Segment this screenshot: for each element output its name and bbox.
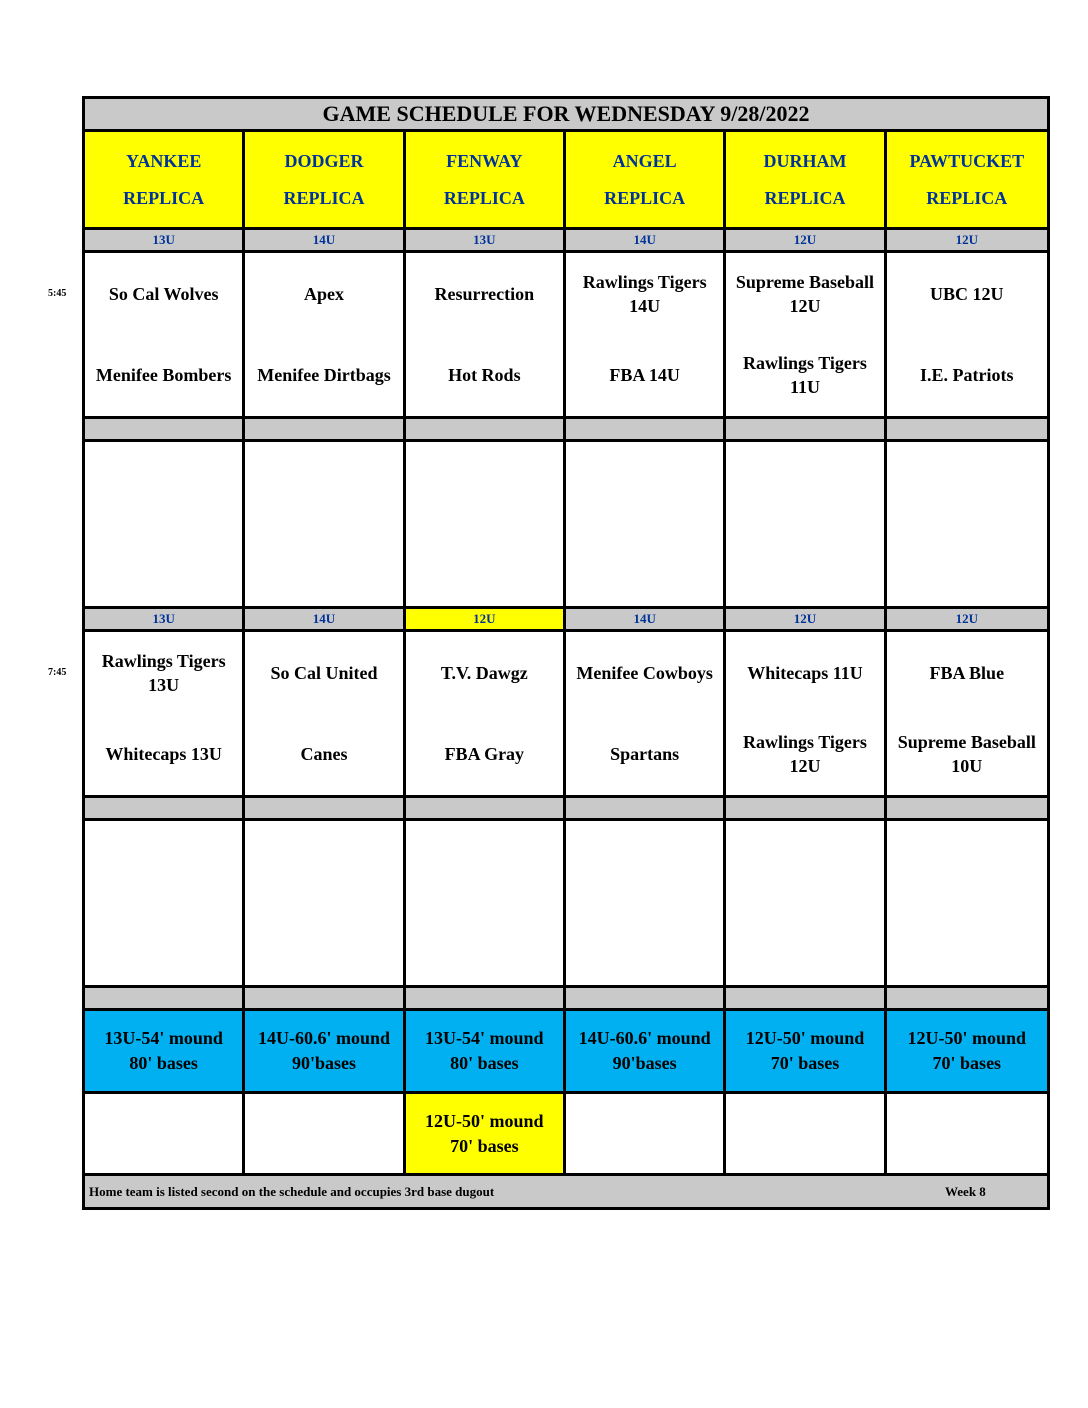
base-distance: 90'bases <box>612 1053 677 1073</box>
empty-cell <box>726 442 886 606</box>
field-sub: REPLICA <box>604 187 686 208</box>
spacer-cell <box>726 798 886 818</box>
home-team: FBA Gray <box>444 744 525 765</box>
home-team: Whitecaps 13U <box>105 744 222 765</box>
home-team: Spartans <box>610 744 680 765</box>
field-sub: REPLICA <box>764 187 846 208</box>
game-cell <box>566 253 726 416</box>
time-slot-2: 7:45 <box>48 667 67 678</box>
spacer-cell <box>566 798 726 818</box>
footer-note: Home team is listed second on the schedule and occupies 3rd base dugout <box>89 1184 495 1199</box>
away-team: Rawlings Tigers 13U <box>101 650 226 695</box>
away-team: Whitecaps 11U <box>747 662 863 683</box>
spacer-cell <box>406 798 566 818</box>
home-team: Menifee Dirtbags <box>257 365 391 386</box>
division-label: 14U <box>245 230 405 250</box>
base-distance: 90'bases <box>291 1053 356 1073</box>
empty-cell <box>887 1094 1047 1173</box>
home-team: Rawlings Tigers 11U <box>743 353 867 398</box>
spacer-row <box>85 798 1047 818</box>
field-sub: REPLICA <box>123 187 205 208</box>
empty-cell <box>85 1094 245 1173</box>
home-team: Supreme Baseball 10U <box>897 732 1036 777</box>
game-cell <box>566 632 726 795</box>
mound-distance: 14U-60.6' mound <box>578 1028 711 1048</box>
empty-cell <box>245 1094 405 1173</box>
empty-cell <box>245 442 405 606</box>
game-cell <box>245 632 405 795</box>
away-team: Menifee Cowboys <box>576 662 713 683</box>
spacer-cell <box>406 988 566 1008</box>
field-name: PAWTUCKET <box>909 150 1025 171</box>
empty-cell <box>887 442 1047 606</box>
schedule-title: GAME SCHEDULE FOR WEDNESDAY 9/28/2022 <box>85 99 1047 132</box>
games-row-1 <box>85 253 1047 416</box>
home-team: Hot Rods <box>448 365 521 386</box>
field-header <box>566 132 726 227</box>
spacer-cell <box>887 988 1047 1008</box>
home-team: Menifee Bombers <box>95 365 232 386</box>
game-cell <box>406 253 566 416</box>
spacer-cell <box>887 419 1047 439</box>
away-team: Apex <box>303 283 344 304</box>
empty-cell <box>726 821 886 985</box>
division-row-1 <box>85 230 1047 250</box>
games-row-2 <box>85 632 1047 795</box>
field-sub: REPLICA <box>283 187 365 208</box>
division-label: 12U <box>726 609 886 629</box>
division-label: 12U <box>406 609 566 629</box>
field-name: YANKEE <box>125 150 202 171</box>
empty-cell <box>245 821 405 985</box>
away-team: So Cal Wolves <box>108 283 219 304</box>
mound-cell <box>726 1011 886 1091</box>
game-cell <box>726 253 886 416</box>
empty-cell <box>85 821 245 985</box>
field-name: DODGER <box>284 150 364 171</box>
mound-cell <box>406 1011 566 1091</box>
field-header-row <box>85 132 1047 227</box>
away-team: Rawlings Tigers 14U <box>582 271 707 316</box>
spacer-cell <box>85 798 245 818</box>
empty-row <box>85 442 1047 606</box>
spacer-cell <box>85 419 245 439</box>
field-header <box>245 132 405 227</box>
division-label: 13U <box>85 230 245 250</box>
game-cell <box>245 253 405 416</box>
empty-cell <box>406 821 566 985</box>
empty-cell <box>406 442 566 606</box>
away-team: UBC 12U <box>930 283 1004 304</box>
empty-cell <box>566 442 726 606</box>
game-cell <box>85 632 245 795</box>
spacer-cell <box>406 419 566 439</box>
field-sub: REPLICA <box>443 187 525 208</box>
spacer-row <box>85 988 1047 1008</box>
empty-cell <box>566 821 726 985</box>
empty-cell <box>887 821 1047 985</box>
away-team: T.V. Dawgz <box>440 662 528 683</box>
division-label: 14U <box>566 609 726 629</box>
division-label: 13U <box>85 609 245 629</box>
week-label: Week 8 <box>945 1184 986 1199</box>
base-distance: 70' bases <box>450 1135 519 1156</box>
away-team: Resurrection <box>434 283 535 304</box>
mound-row <box>85 1011 1047 1091</box>
game-cell <box>726 632 886 795</box>
spacer-cell <box>726 988 886 1008</box>
spacer-cell <box>566 988 726 1008</box>
division-label: 12U <box>887 609 1047 629</box>
home-team: Canes <box>300 744 348 765</box>
spacer-cell <box>245 419 405 439</box>
footer <box>85 1176 1047 1207</box>
spacer-cell <box>566 419 726 439</box>
mound-distance: 12U-50' mound <box>907 1028 1027 1048</box>
game-cell <box>887 253 1047 416</box>
mound-distance: 12U-50' mound <box>745 1028 865 1048</box>
division-row-2 <box>85 609 1047 629</box>
home-team: Rawlings Tigers 12U <box>743 732 867 777</box>
spacer-cell <box>245 988 405 1008</box>
field-name: ANGEL <box>612 150 677 171</box>
mound-cell <box>406 1094 566 1173</box>
empty-cell <box>566 1094 726 1173</box>
field-name: DURHAM <box>763 150 847 171</box>
mound-distance: 13U-54' mound <box>425 1028 544 1048</box>
field-header <box>85 132 245 227</box>
empty-row <box>85 821 1047 985</box>
home-team: FBA 14U <box>609 365 680 386</box>
empty-cell <box>85 442 245 606</box>
game-cell <box>85 253 245 416</box>
game-cell <box>406 632 566 795</box>
spacer-cell <box>85 988 245 1008</box>
base-distance: 80' bases <box>129 1053 198 1073</box>
base-distance: 70' bases <box>770 1053 840 1073</box>
mound-cell <box>85 1011 245 1091</box>
spacer-cell <box>887 798 1047 818</box>
spacer-cell <box>726 419 886 439</box>
field-sub: REPLICA <box>926 187 1008 208</box>
field-header <box>406 132 566 227</box>
division-label: 14U <box>566 230 726 250</box>
away-team: Supreme Baseball 12U <box>735 271 875 316</box>
field-name: FENWAY <box>446 150 523 171</box>
game-cell <box>887 632 1047 795</box>
division-label: 13U <box>406 230 566 250</box>
base-distance: 70' bases <box>932 1053 1002 1073</box>
base-distance: 80' bases <box>450 1053 519 1073</box>
field-header <box>887 132 1047 227</box>
division-label: 12U <box>887 230 1047 250</box>
spacer-cell <box>245 798 405 818</box>
mound-distance: 14U-60.6' mound <box>257 1028 390 1048</box>
mound-cell <box>245 1011 405 1091</box>
extra-mound-row <box>85 1094 1047 1173</box>
empty-cell <box>726 1094 886 1173</box>
time-slot-1: 5:45 <box>48 288 67 299</box>
division-label: 14U <box>245 609 405 629</box>
home-team: I.E. Patriots <box>920 365 1014 386</box>
mound-cell <box>887 1011 1047 1091</box>
division-label: 12U <box>726 230 886 250</box>
mound-distance: 12U-50' mound <box>425 1110 544 1131</box>
spacer-row <box>85 419 1047 439</box>
away-team: So Cal United <box>270 662 378 683</box>
mound-distance: 13U-54' mound <box>104 1028 223 1048</box>
away-team: FBA Blue <box>929 662 1005 683</box>
field-header <box>726 132 886 227</box>
schedule-table <box>82 96 1050 1210</box>
mound-cell <box>566 1011 726 1091</box>
